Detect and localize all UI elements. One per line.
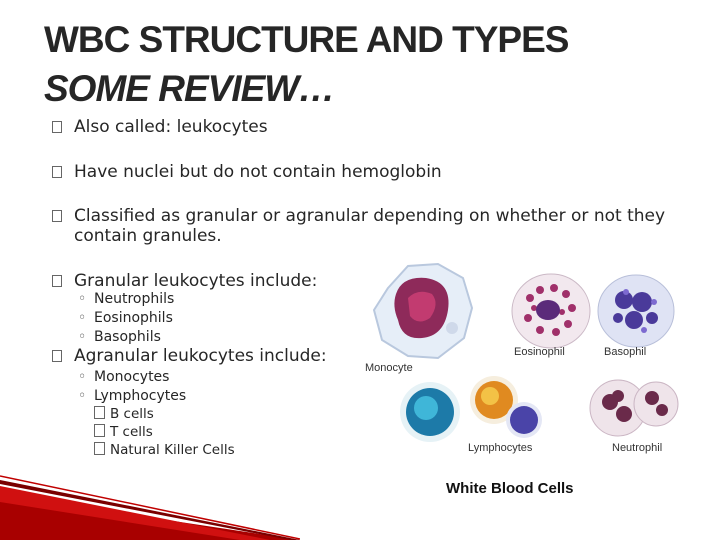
lymphocyte-type-item: T cells	[94, 423, 153, 441]
basophil-image	[596, 272, 676, 350]
bullet-box-icon	[52, 275, 62, 287]
circle-bullet-icon: ◦	[78, 291, 87, 307]
agranular-item: ◦ Lymphocytes	[78, 388, 187, 404]
bullet-item	[52, 162, 652, 182]
eosinophil-label: Eosinophil	[514, 346, 565, 358]
slide-subtitle: SOME REVIEW…	[44, 68, 335, 109]
bullet-item	[52, 271, 352, 291]
circle-bullet-icon: ◦	[78, 388, 87, 404]
bullet-item	[52, 117, 652, 137]
bullet-text: Also called: leukocytes	[74, 117, 268, 137]
neutrophil-label: Neutrophil	[612, 442, 663, 454]
lymphocytes-label: Lymphocytes	[468, 442, 533, 454]
bullet-item	[52, 206, 682, 246]
bullet-text: Agranular leukocytes include:	[74, 346, 327, 366]
white-blood-cells-figure	[360, 258, 680, 508]
lymphocytes-image	[398, 370, 548, 446]
circle-bullet-icon: ◦	[78, 310, 87, 326]
figure-title: White Blood Cells	[446, 480, 574, 497]
bullet-box-icon	[52, 210, 62, 222]
bullet-item	[52, 346, 352, 366]
slide-title: WBC STRUCTURE AND TYPES	[44, 19, 569, 60]
bullet-text: Have nuclei but do not contain hemoglobin	[74, 162, 442, 182]
monocyte-label: Monocyte	[365, 362, 413, 374]
bullet-box-icon	[94, 424, 105, 437]
neutrophil-image	[588, 370, 680, 446]
bullet-box-icon	[52, 350, 62, 362]
bullet-text: Granular leukocytes include:	[74, 271, 318, 291]
basophil-label: Basophil	[604, 346, 647, 358]
granular-item: ◦ Eosinophils	[78, 310, 173, 326]
granular-item: ◦ Basophils	[78, 329, 161, 345]
granular-item: ◦ Neutrophils	[78, 291, 175, 307]
eosinophil-image	[510, 272, 592, 350]
circle-bullet-icon: ◦	[78, 369, 87, 385]
bullet-box-icon	[52, 121, 62, 133]
monocyte-image	[368, 258, 476, 362]
bullet-text: Classified as granular or agranular depending on whether or not they contain granules.	[74, 206, 666, 246]
bullet-box-icon	[52, 166, 62, 178]
agranular-item: ◦ Monocytes	[78, 369, 170, 385]
bullet-box-icon	[94, 406, 105, 419]
red-stripe-decoration	[0, 440, 300, 540]
lymphocyte-type-item: Natural Killer Cells	[94, 441, 235, 459]
circle-bullet-icon: ◦	[78, 329, 87, 345]
lymphocyte-type-item: B cells	[94, 405, 154, 423]
